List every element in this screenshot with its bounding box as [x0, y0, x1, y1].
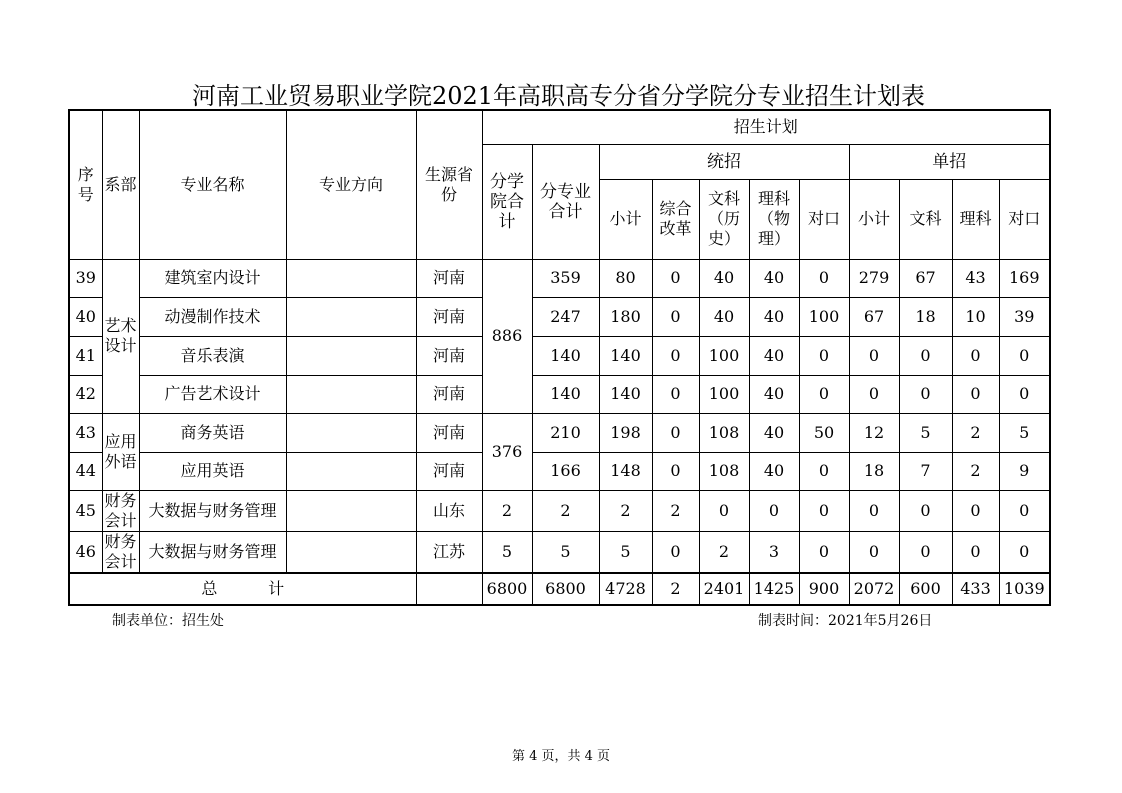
row-u-subtotal: 2: [599, 490, 652, 531]
row-u-comprehensive: 0: [652, 297, 699, 336]
row-province: 河南: [416, 413, 482, 452]
table-row: [69, 259, 1050, 297]
row-college-total: 5: [482, 531, 532, 573]
row-seq: 40: [69, 297, 102, 336]
row-s-subtotal: 0: [849, 531, 899, 573]
row-seq: 43: [69, 413, 102, 452]
header-dept: 系部: [102, 110, 139, 259]
total-major-total: 6800: [532, 573, 599, 605]
header-major: 专业名称: [139, 110, 286, 259]
row-u-science: 40: [749, 452, 799, 490]
row-u-subtotal: 5: [599, 531, 652, 573]
table-row: [69, 375, 1050, 413]
row-province: 河南: [416, 375, 482, 413]
row-province: 河南: [416, 297, 482, 336]
total-college-total: 6800: [482, 573, 532, 605]
row-s-liberal: 18: [899, 297, 952, 336]
row-direction: [286, 336, 416, 375]
header-u-subtotal: 小计: [599, 179, 652, 259]
row-major-total: 140: [532, 336, 599, 375]
row-u-liberal: 108: [699, 452, 749, 490]
row-seq: 44: [69, 452, 102, 490]
row-u-vocational: 0: [799, 336, 849, 375]
row-u-vocational: 0: [799, 490, 849, 531]
row-direction: [286, 259, 416, 297]
table-row: [69, 452, 1050, 490]
header-u-comprehensive: 综合改革: [652, 179, 699, 259]
row-s-vocational: 9: [999, 452, 1050, 490]
header-s-science: 理科: [952, 179, 999, 259]
row-u-vocational: 0: [799, 375, 849, 413]
row-seq: 42: [69, 375, 102, 413]
footer-time: 制表时间：2021年5月26日: [758, 613, 933, 629]
row-u-comprehensive: 0: [652, 452, 699, 490]
row-u-vocational: 0: [799, 452, 849, 490]
row-direction: [286, 375, 416, 413]
header-province: 生源省份: [416, 110, 482, 259]
row-u-subtotal: 80: [599, 259, 652, 297]
row-u-liberal: 100: [699, 336, 749, 375]
row-province: 河南: [416, 259, 482, 297]
header-seq: 序号: [69, 110, 102, 259]
header-plan: 招生计划: [482, 110, 1050, 144]
row-s-liberal: 67: [899, 259, 952, 297]
total-u-liberal: 2401: [699, 573, 749, 605]
row-major: 应用英语: [139, 452, 286, 490]
row-dept: 财务会计: [102, 531, 139, 573]
header-direction: 专业方向: [286, 110, 416, 259]
row-s-science: 0: [952, 531, 999, 573]
row-u-comprehensive: 0: [652, 413, 699, 452]
row-s-liberal: 0: [899, 490, 952, 531]
row-direction: [286, 452, 416, 490]
total-label: 总 计: [69, 573, 416, 605]
row-s-science: 2: [952, 413, 999, 452]
dept-art: 艺术设计: [102, 259, 139, 413]
row-u-science: 40: [749, 297, 799, 336]
row-s-liberal: 0: [899, 375, 952, 413]
row-major-total: 166: [532, 452, 599, 490]
total-row: [69, 573, 1050, 605]
header-u-science: 理科（物理）: [749, 179, 799, 259]
row-s-subtotal: 0: [849, 490, 899, 531]
row-u-subtotal: 140: [599, 336, 652, 375]
row-s-liberal: 0: [899, 531, 952, 573]
row-college-total: 2: [482, 490, 532, 531]
header-u-liberal: 文科（历史）: [699, 179, 749, 259]
enrollment-plan-table: [68, 109, 1051, 606]
row-s-vocational: 0: [999, 490, 1050, 531]
row-u-comprehensive: 0: [652, 531, 699, 573]
header-u-vocational: 对口: [799, 179, 849, 259]
row-u-liberal: 40: [699, 259, 749, 297]
row-s-subtotal: 279: [849, 259, 899, 297]
row-major-total: 140: [532, 375, 599, 413]
row-major: 动漫制作技术: [139, 297, 286, 336]
row-s-vocational: 169: [999, 259, 1050, 297]
row-province: 江苏: [416, 531, 482, 573]
row-u-subtotal: 180: [599, 297, 652, 336]
header-s-vocational: 对口: [999, 179, 1050, 259]
row-u-liberal: 40: [699, 297, 749, 336]
row-u-vocational: 0: [799, 259, 849, 297]
row-major: 大数据与财务管理: [139, 531, 286, 573]
row-major-total: 210: [532, 413, 599, 452]
total-s-science: 433: [952, 573, 999, 605]
row-direction: [286, 297, 416, 336]
row-major: 建筑室内设计: [139, 259, 286, 297]
row-major-total: 359: [532, 259, 599, 297]
row-s-liberal: 7: [899, 452, 952, 490]
row-u-subtotal: 148: [599, 452, 652, 490]
row-major-total: 247: [532, 297, 599, 336]
row-direction: [286, 490, 416, 531]
footer-unit: 制表单位：招生处: [112, 613, 224, 629]
row-s-subtotal: 18: [849, 452, 899, 490]
row-province: 河南: [416, 452, 482, 490]
header-major-total: 分专业合计: [532, 144, 599, 259]
total-s-subtotal: 2072: [849, 573, 899, 605]
table-row: [69, 297, 1050, 336]
header-row-1: [69, 110, 1050, 144]
header-college-total: 分学院合计: [482, 144, 532, 259]
row-u-vocational: 100: [799, 297, 849, 336]
row-u-science: 40: [749, 413, 799, 452]
row-s-science: 0: [952, 336, 999, 375]
row-major-total: 2: [532, 490, 599, 531]
table-row: [69, 413, 1050, 452]
row-s-science: 10: [952, 297, 999, 336]
row-major: 商务英语: [139, 413, 286, 452]
page-indicator: 第 4 页，共 4 页: [511, 749, 611, 764]
row-major-total: 5: [532, 531, 599, 573]
row-dept: 财务会计: [102, 490, 139, 531]
row-u-comprehensive: 0: [652, 259, 699, 297]
row-u-liberal: 108: [699, 413, 749, 452]
row-direction: [286, 413, 416, 452]
row-province: 山东: [416, 490, 482, 531]
row-u-science: 3: [749, 531, 799, 573]
row-s-subtotal: 67: [849, 297, 899, 336]
total-province-blank: [416, 573, 482, 605]
total-u-comprehensive: 2: [652, 573, 699, 605]
row-u-science: 40: [749, 375, 799, 413]
row-s-science: 0: [952, 375, 999, 413]
header-s-subtotal: 小计: [849, 179, 899, 259]
row-s-science: 2: [952, 452, 999, 490]
row-u-subtotal: 198: [599, 413, 652, 452]
college-total-lang: 376: [482, 413, 532, 490]
row-u-comprehensive: 0: [652, 375, 699, 413]
row-u-comprehensive: 2: [652, 490, 699, 531]
table-row: [69, 490, 1050, 531]
row-s-subtotal: 0: [849, 336, 899, 375]
row-direction: [286, 531, 416, 573]
header-s-liberal: 文科: [899, 179, 952, 259]
row-u-subtotal: 140: [599, 375, 652, 413]
row-u-vocational: 0: [799, 531, 849, 573]
total-u-science: 1425: [749, 573, 799, 605]
table-row: [69, 336, 1050, 375]
row-s-vocational: 0: [999, 336, 1050, 375]
total-s-vocational: 1039: [999, 573, 1050, 605]
row-seq: 45: [69, 490, 102, 531]
college-total-art: 886: [482, 259, 532, 413]
row-u-liberal: 100: [699, 375, 749, 413]
row-u-vocational: 50: [799, 413, 849, 452]
row-major: 音乐表演: [139, 336, 286, 375]
row-s-liberal: 5: [899, 413, 952, 452]
header-unified: 统招: [599, 144, 849, 179]
dept-lang: 应用外语: [102, 413, 139, 490]
row-seq: 46: [69, 531, 102, 573]
row-s-vocational: 0: [999, 531, 1050, 573]
row-u-science: 40: [749, 259, 799, 297]
row-u-science: 40: [749, 336, 799, 375]
row-seq: 41: [69, 336, 102, 375]
row-seq: 39: [69, 259, 102, 297]
row-s-vocational: 39: [999, 297, 1050, 336]
row-u-liberal: 2: [699, 531, 749, 573]
total-u-vocational: 900: [799, 573, 849, 605]
table-row: [69, 531, 1050, 573]
row-s-vocational: 5: [999, 413, 1050, 452]
row-s-science: 0: [952, 490, 999, 531]
total-s-liberal: 600: [899, 573, 952, 605]
row-s-subtotal: 12: [849, 413, 899, 452]
row-s-subtotal: 0: [849, 375, 899, 413]
page-title: 河南工业贸易职业学院2021年高职高专分省分学院分专业招生计划表: [191, 82, 926, 110]
row-u-liberal: 0: [699, 490, 749, 531]
row-u-science: 0: [749, 490, 799, 531]
row-u-comprehensive: 0: [652, 336, 699, 375]
row-s-science: 43: [952, 259, 999, 297]
row-province: 河南: [416, 336, 482, 375]
row-major: 广告艺术设计: [139, 375, 286, 413]
row-s-vocational: 0: [999, 375, 1050, 413]
header-single: 单招: [849, 144, 1050, 179]
row-s-liberal: 0: [899, 336, 952, 375]
total-u-subtotal: 4728: [599, 573, 652, 605]
row-major: 大数据与财务管理: [139, 490, 286, 531]
